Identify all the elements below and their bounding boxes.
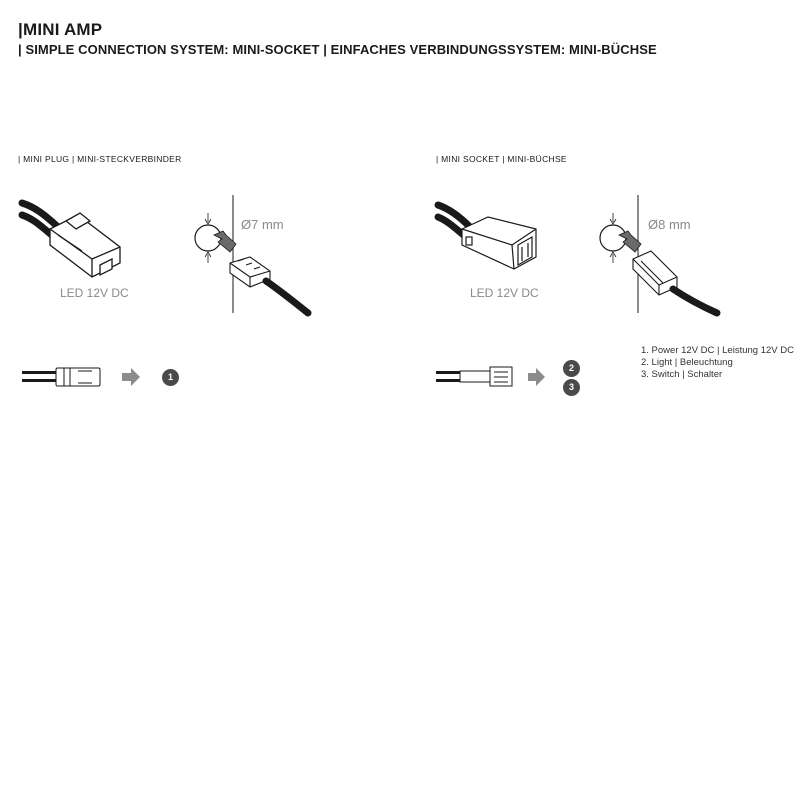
title-text: MINI AMP (22, 20, 103, 39)
number-badge-1: 1 (162, 369, 179, 386)
legend-item-power: 1. Power 12V DC | Leistung 12V DC (641, 345, 794, 356)
socket-side-cable-top (436, 371, 460, 374)
led-socket-label: LED 12V DC (470, 286, 539, 300)
led-plug-label: LED 12V DC (60, 286, 129, 300)
mini-plug-illustration (20, 185, 140, 285)
socket-connector-body (462, 217, 536, 269)
legend-item-light: 2. Light | Beleuchtung (641, 357, 733, 368)
socket-side-cable-bottom (436, 379, 460, 382)
number-badge-3: 3 (563, 379, 580, 396)
socket-flow-arrow-icon (528, 368, 545, 386)
plug-hole-diameter: Ø7 mm (241, 217, 284, 232)
plug-side-cable-bottom (22, 379, 56, 382)
plug-hole-circle-icon (195, 213, 221, 263)
plug-mounted-cable (266, 281, 308, 313)
plug-flow-arrow-icon (122, 368, 140, 386)
plug-connector-body (50, 213, 120, 277)
plug-side-connector (56, 368, 100, 386)
plug-side-view (22, 366, 147, 390)
socket-side-view (436, 366, 561, 390)
mini-socket-section-label: | MINI SOCKET | MINI-BÜCHSE (436, 154, 567, 164)
title-bar-mark: | (18, 20, 23, 39)
socket-hole-circle-icon (600, 213, 626, 263)
mini-socket-illustration (436, 195, 561, 285)
mini-plug-section-label: | MINI PLUG | MINI-STECKVERBINDER (18, 154, 182, 164)
socket-side-connector (460, 367, 512, 386)
page-subtitle: | SIMPLE CONNECTION SYSTEM: MINI-SOCKET | EINFACHES VERBINDUNGSSYSTEM: MINI-BÜCHSE (18, 42, 657, 57)
legend-item-switch: 3. Switch | Schalter (641, 369, 723, 380)
number-badge-2: 2 (563, 360, 580, 377)
plug-side-cable-top (22, 371, 56, 374)
page-title (18, 20, 102, 40)
socket-mounted-cable (673, 289, 717, 313)
socket-hole-diameter: Ø8 mm (648, 217, 691, 232)
legend (641, 345, 794, 381)
